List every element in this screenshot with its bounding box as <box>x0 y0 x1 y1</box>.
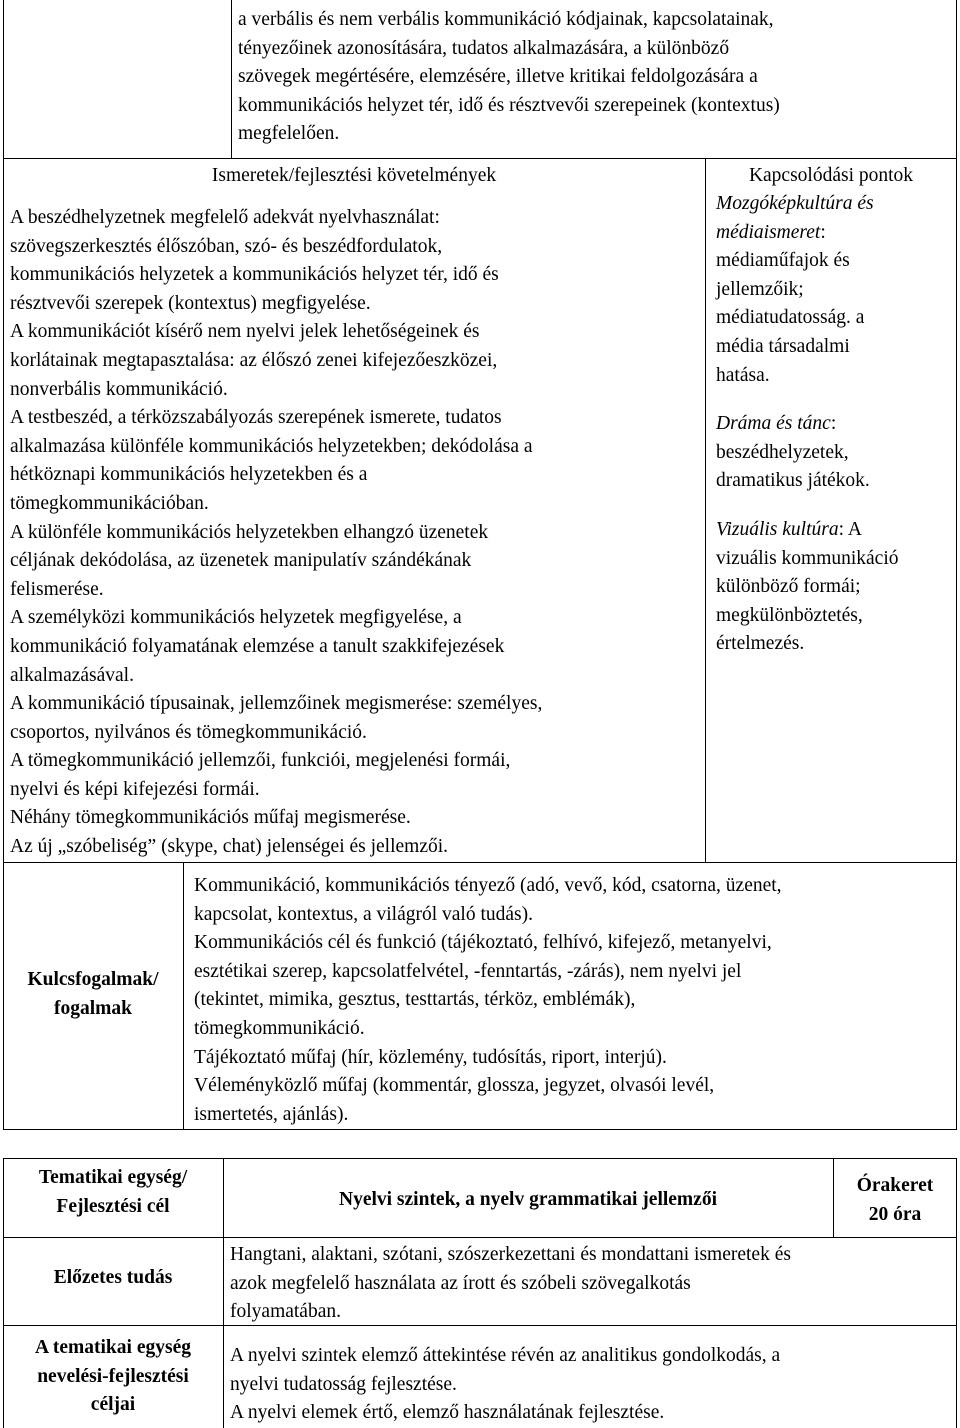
requirement-line: csoportos, nyilvános és tömegkommunikáció. <box>10 721 367 743</box>
connection-subject-vizualis: Vizuális kultúra <box>716 518 839 540</box>
table1-top-divider <box>231 0 232 158</box>
requirement-line: A különféle kommunikációs helyzetekben elhangzó üzenetek <box>10 521 489 543</box>
intro-line: a verbális és nem verbális kommunikáció kódjainak, kapcsolatainak, <box>238 9 774 30</box>
prior-line: Hangtani, alaktani, szótani, szószerkezettani és mondattani ismeretek és <box>230 1244 791 1265</box>
connection-line: hatása. <box>716 364 770 386</box>
key-concepts-cell <box>194 872 952 1129</box>
hours-label: Órakeret <box>856 1175 934 1196</box>
requirements-cell <box>10 204 702 862</box>
requirement-line: hétköznapi kommunikációs helyzetekben és a <box>10 464 368 486</box>
key-concept-line: Tájékoztató műfaj (hír, közlemény, tudósítás, riport, interjú). <box>194 1046 667 1068</box>
requirement-line: alkalmazása különféle kommunikációs helyzetekben; dekódolása a <box>10 435 533 457</box>
goals-cell <box>230 1342 952 1428</box>
unit-label-line: Fejlesztési cél <box>56 1195 170 1217</box>
connection-line: médiaműfajok és <box>716 250 850 272</box>
table2-row-line-1 <box>3 1237 957 1238</box>
goals-line: A nyelvi elemek értő, elemző használatának fejlesztése. <box>230 1402 665 1424</box>
unit-label-line: Tematikai egység/ <box>38 1167 188 1188</box>
goals-label <box>4 1334 222 1420</box>
key-concept-line: Kommunikáció, kommunikációs tényező (adó, vevő, kód, csatorna, üzenet, <box>194 875 782 896</box>
goals-line: nyelvi tudatosság fejlesztése. <box>230 1373 457 1395</box>
table1-row-line-1 <box>3 158 957 159</box>
prior-line: folyamatában. <box>230 1301 341 1323</box>
requirement-line: Néhány tömegkommunikációs műfaj megismerése. <box>10 807 411 829</box>
requirement-line: A kommunikációt kísérő nem nyelvi jelek lehetőségeinek és <box>10 321 480 343</box>
connection-line: különböző formái; <box>716 576 861 598</box>
connection-subject-media: médiaismeret <box>716 221 821 243</box>
goals-line: A nyelvi szintek elemző áttekintése révén az analitikus gondolkodás, a <box>230 1345 781 1366</box>
requirement-line: A személyközi kommunikációs helyzetek megfigyelése, a <box>10 607 462 629</box>
key-concept-line: kapcsolat, kontextus, a világról való tudás). <box>194 903 534 925</box>
colon: : <box>838 518 845 540</box>
key-concepts-label-line: fogalmak <box>54 997 132 1019</box>
connection-subject-mozgokep: Mozgóképkultúra és <box>716 193 874 214</box>
requirement-line: Az új „szóbeliség” (skype, chat) jelenségei és jellemzői. <box>10 836 449 858</box>
key-concept-line: esztétikai szerep, kapcsolatfelvétel, -fenntartás, -zárás), nem nyelvi jel <box>194 960 742 982</box>
connection-line: megkülönböztetés, <box>716 604 863 626</box>
table2-right-border <box>956 1158 957 1428</box>
requirement-line: A kommunikáció típusainak, jellemzőinek megismerése: személyes, <box>10 693 543 715</box>
hours-value: 20 óra <box>868 1203 922 1225</box>
prior-knowledge-label: Előzetes tudás <box>53 1267 173 1288</box>
table1-right-border <box>956 0 957 1130</box>
key-concept-line: Kommunikációs cél és funkció (tájékoztató, felhívó, kifejező, metanyelvi, <box>194 932 772 954</box>
connection-subject-drama: Dráma és tánc <box>716 413 831 435</box>
requirement-line: tömegkommunikációban. <box>10 492 209 514</box>
connections-cell <box>716 190 952 659</box>
table1-left-border <box>3 0 4 1130</box>
requirement-line: A tömegkommunikáció jellemzői, funkciói, megjelenési formái, <box>10 750 511 772</box>
requirement-line: A testbeszéd, a térközszabályozás szerepének ismerete, tudatos <box>10 407 502 429</box>
goals-label-line: céljai <box>90 1394 136 1416</box>
key-concepts-label <box>4 966 182 1023</box>
connection-line: értelmezés. <box>716 633 805 655</box>
key-concept-line: ismertetés, ajánlás). <box>194 1103 349 1125</box>
intro-line: szövegek megértésére, elemzésére, illetve kritikai feldolgozására a <box>238 66 758 88</box>
key-concept-line: Véleményközlő műfaj (kommentár, glossza, jegyzet, olvasói levél, <box>194 1075 715 1097</box>
requirement-line: kommunikáció folyamatának elemzése a tanult szakkifejezések <box>10 635 505 657</box>
prior-line: azok megfelelő használata az írott és szóbeli szövegalkotás <box>230 1272 691 1294</box>
colon: : <box>830 413 837 435</box>
requirements-header: Ismeretek/fejlesztési követelmények <box>211 165 497 186</box>
unit-label <box>4 1164 222 1221</box>
connection-line: dramatikus játékok. <box>716 470 870 492</box>
intro-line: kommunikációs helyzet tér, idő és résztvevői szerepeinek (kontextus) <box>238 94 780 116</box>
colon: : <box>820 221 826 243</box>
requirement-line: nonverbális kommunikáció. <box>10 378 228 400</box>
table1-row-line-2 <box>3 862 957 863</box>
requirement-line: alkalmazásával. <box>10 664 134 686</box>
connection-line: beszédhelyzetek, <box>716 441 849 463</box>
connection-tail: A <box>844 518 862 540</box>
requirement-line: résztvevői szerepek (kontextus) megfigyelése. <box>10 292 371 314</box>
prior-knowledge-cell <box>230 1241 952 1327</box>
intro-line: tényezőinek azonosítására, tudatos alkalmazására, a különböző <box>238 37 730 59</box>
key-concepts-label-line: Kulcsfogalmak/ <box>27 969 159 990</box>
goals-label-line: nevelési-fejlesztési <box>37 1365 189 1387</box>
requirement-line: szövegszerkesztés élőszóban, szó- és beszédfordulatok, <box>10 235 443 257</box>
table1-mid-divider <box>705 158 706 863</box>
requirement-line: céljának dekódolása, az üzenetek manipulatív szándékának <box>10 550 472 572</box>
key-concept-line: tömegkommunikáció. <box>194 1017 365 1039</box>
requirement-line: korlátainak megtapasztalása: az élőszó zenei kifejezőeszközei, <box>10 349 498 371</box>
requirement-line: A beszédhelyzetnek megfelelő adekvát nyelvhasználat: <box>10 207 440 228</box>
intro-line: megfelelően. <box>238 123 340 145</box>
goals-label-line: A tematikai egység <box>35 1337 191 1358</box>
connection-line: média társadalmi <box>716 335 850 357</box>
intro-cell <box>238 6 950 149</box>
connections-header: Kapcsolódási pontok <box>748 165 914 186</box>
connection-line: vizuális kommunikáció <box>716 547 899 569</box>
requirement-line: felismerése. <box>10 578 104 600</box>
unit-title: Nyelvi szintek, a nyelv grammatikai jellemzői <box>338 1189 717 1210</box>
hours-cell <box>834 1172 956 1229</box>
requirement-line: kommunikációs helyzetek a kommunikációs helyzet tér, idő és <box>10 264 499 286</box>
requirement-line: nyelvi és képi kifejezési formái. <box>10 778 260 800</box>
connection-line: jellemzőik; <box>716 278 804 300</box>
connection-line: médiatudatosság. a <box>716 307 865 329</box>
table2-top-border <box>3 1158 957 1159</box>
key-concept-line: (tekintet, mimika, gesztus, testtartás, térköz, emblémák), <box>194 989 636 1011</box>
table1-key-divider <box>183 862 184 1130</box>
